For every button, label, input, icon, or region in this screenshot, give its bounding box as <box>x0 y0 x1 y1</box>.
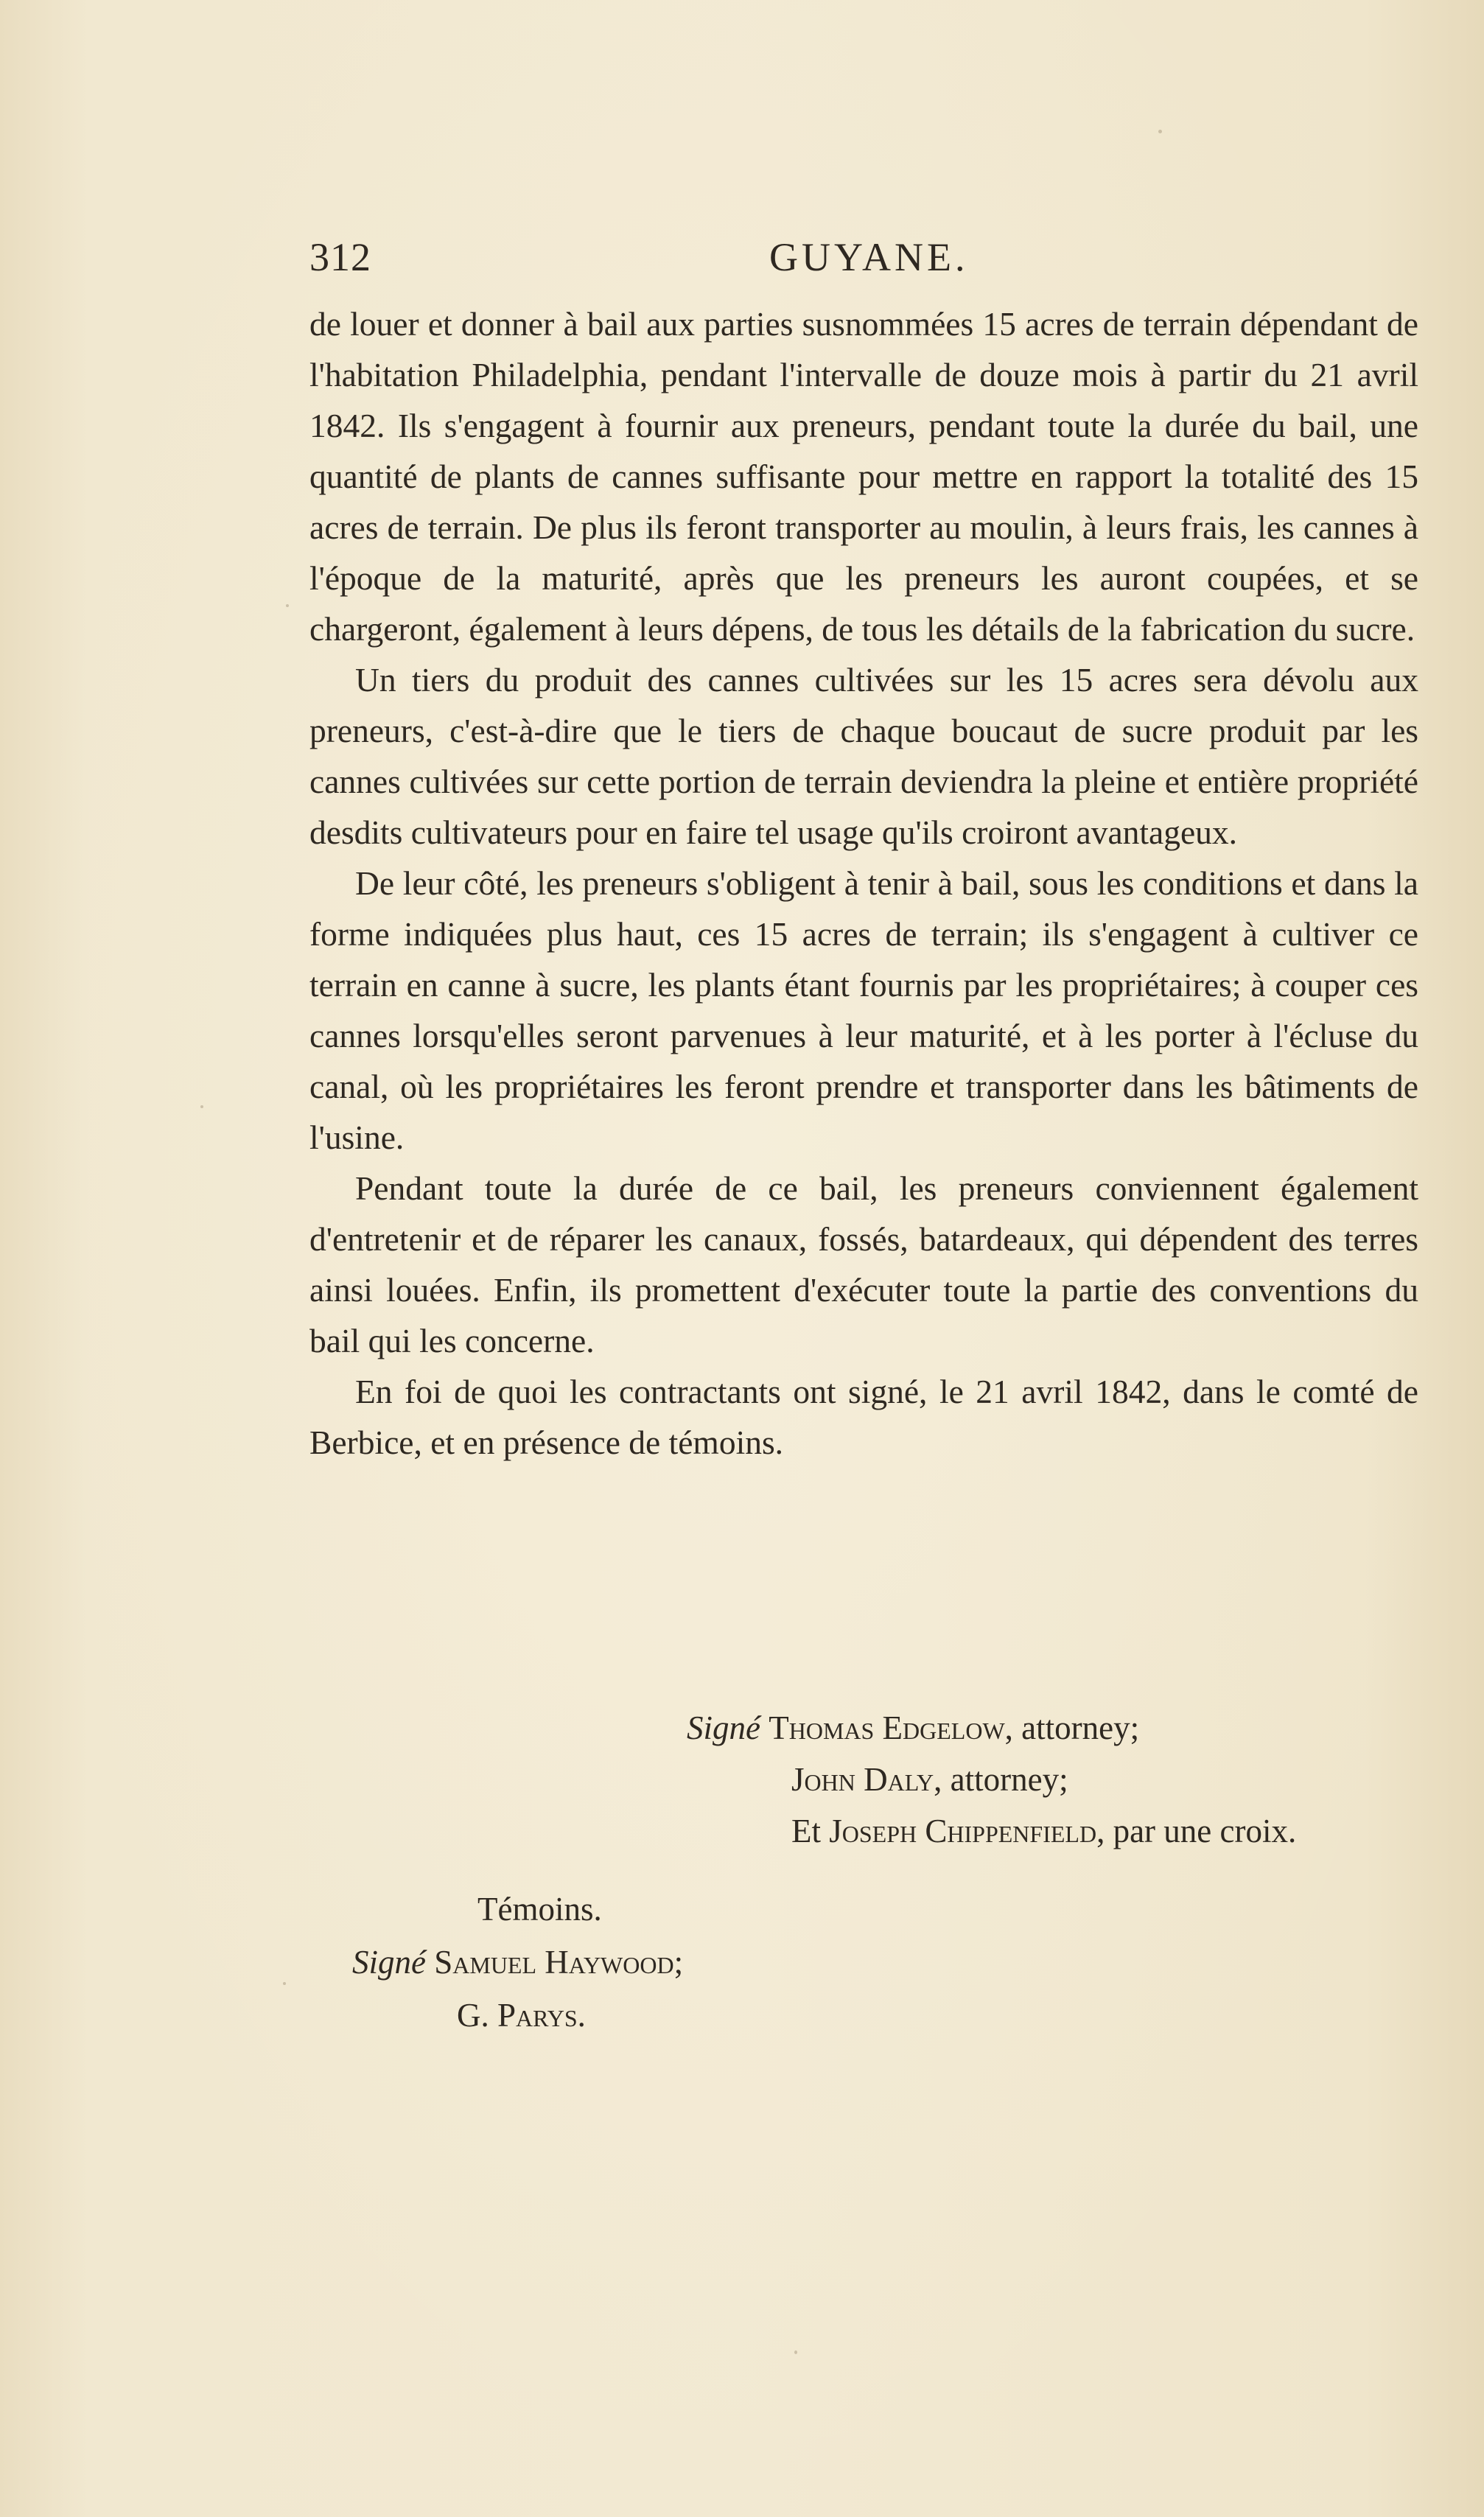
paragraph-5: En foi de quoi les contractants ont signé, le 21 avril 1842, dans le comté de Berbice, et en présence de témoins. <box>309 1373 1418 1461</box>
witness-suffix: . <box>577 1997 586 2034</box>
signe-label: Signé <box>687 1709 760 1746</box>
witness-suffix: ; <box>673 1944 684 1981</box>
paragraph-2: Un tiers du produit des cannes cultivées sur les 15 acres sera dévolu aux preneurs, c'est-à-dire que le tiers de chaque boucaut de sucre produit par les cannes cultivées sur cette portion de terrain deviendra la pleine et entière propriété desdits cultivateurs pour en faire tel usage qu'ils croiront avantageux. <box>309 661 1418 851</box>
paragraph-4: Pendant toute la durée de ce bail, les preneurs conviennent également d'entretenir et de réparer les canaux, fossés, batardeaux, qui dépendent des terres ainsi louées. Enfin, ils promettent d'exécuter toute la partie des conventions du bail qui les concerne. <box>309 1169 1418 1359</box>
paragraph-1: de louer et donner à bail aux parties susnommées 15 acres de terrain dépendant de l'habitation Philadelphia, pendant l'intervalle de douze mois à partir du 21 avril 1842. Ils s'engagent à fournir aux preneurs, pendant toute la durée du bail, une quantité de plants de cannes suffisante pour mettre en rapport la totalité des 15 acres de terrain. De plus ils feront transporter au moulin, à leurs frais, les cannes à l'époque de la maturité, après que les preneurs les auront coupées, et se chargeront, également à leurs dépens, de tous les détails de la fabrication du sucre. <box>309 305 1418 648</box>
paper-speck <box>1158 130 1162 133</box>
body-text <box>309 298 1418 1468</box>
witness-line-1 <box>352 1936 683 1989</box>
signature-block <box>687 1702 1296 1857</box>
signatory-name: Joseph Chippenfield <box>829 1813 1097 1849</box>
running-title: GUYANE. <box>769 235 969 279</box>
paragraph-3: De leur côté, les preneurs s'obligent à tenir à bail, sous les conditions et dans la forme indiquées plus haut, ces 15 acres de terrain; ils s'engagent à cultiver ce terrain en canne à sucre, les plants étant fournis par les propriétaires; à couper ces cannes lorsqu'elles seront parvenues à leur maturité, et à les porter à l'écluse du canal, où les propriétaires les feront prendre et transporter dans les bâtiments de l'usine. <box>309 864 1418 1156</box>
running-head <box>309 234 1415 287</box>
signatory-role: , par une croix. <box>1096 1813 1297 1849</box>
signatory-prefix: Et <box>791 1813 830 1849</box>
signatory-role: , attorney; <box>1004 1709 1140 1746</box>
paper-speck <box>283 1982 286 1985</box>
witness-name: Samuel Haywood <box>434 1944 674 1981</box>
signature-line-3 <box>687 1805 1296 1857</box>
paper-speck <box>286 604 289 607</box>
witness-line-2 <box>352 1989 683 2042</box>
signatory-name: Thomas Edgelow <box>769 1709 1005 1746</box>
witness-block <box>352 1883 683 2042</box>
page-number: 312 <box>309 235 371 279</box>
signatory-role: , attorney; <box>934 1761 1068 1798</box>
signatory-name: John Daly <box>791 1761 934 1798</box>
signe-label: Signé <box>352 1944 426 1981</box>
witness-name: G. Parys <box>457 1997 578 2034</box>
witness-heading: Témoins. <box>477 1891 602 1928</box>
signature-line-2 <box>687 1754 1296 1805</box>
paper-speck <box>200 1105 203 1108</box>
signature-line-1 <box>687 1702 1296 1754</box>
paper-speck <box>794 2350 797 2354</box>
